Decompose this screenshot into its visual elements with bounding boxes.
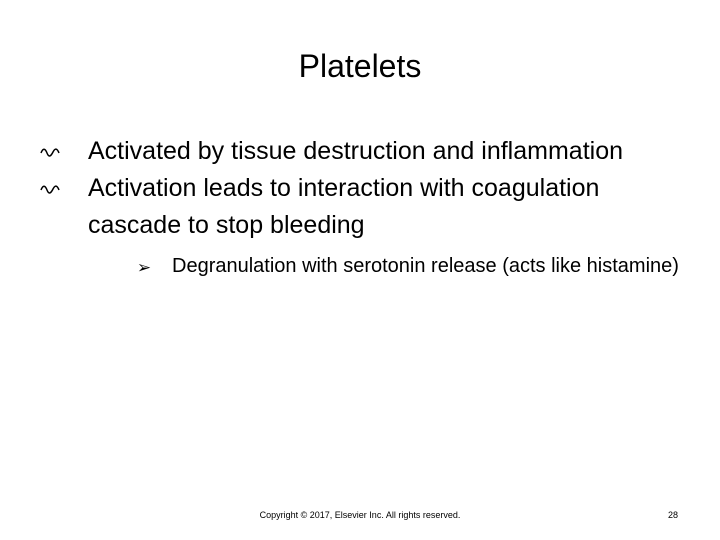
slide-title: Platelets: [298, 48, 422, 84]
sub-bullet-item: [136, 252, 686, 281]
page-number: 28: [667, 510, 678, 520]
sub-bullet-text: Degranulation with serotonin release (acts like histamine): [172, 255, 679, 277]
bullet-text: Activated by tissue destruction and inflammation: [88, 137, 623, 165]
bullet-item: [36, 133, 686, 170]
sub-bullet-list: [88, 252, 686, 281]
arrow-bullet-icon: ➢: [136, 258, 152, 277]
bullet-item: [36, 170, 686, 281]
copyright-footer: Copyright © 2017, Elsevier Inc. All rights reserved.: [259, 510, 461, 520]
bullet-list: [36, 133, 686, 281]
bullet-text: Activation leads to interaction with coagulation cascade to stop bleeding: [88, 174, 600, 239]
wave-bullet-icon: [40, 147, 60, 157]
wave-bullet-icon: [40, 184, 60, 194]
